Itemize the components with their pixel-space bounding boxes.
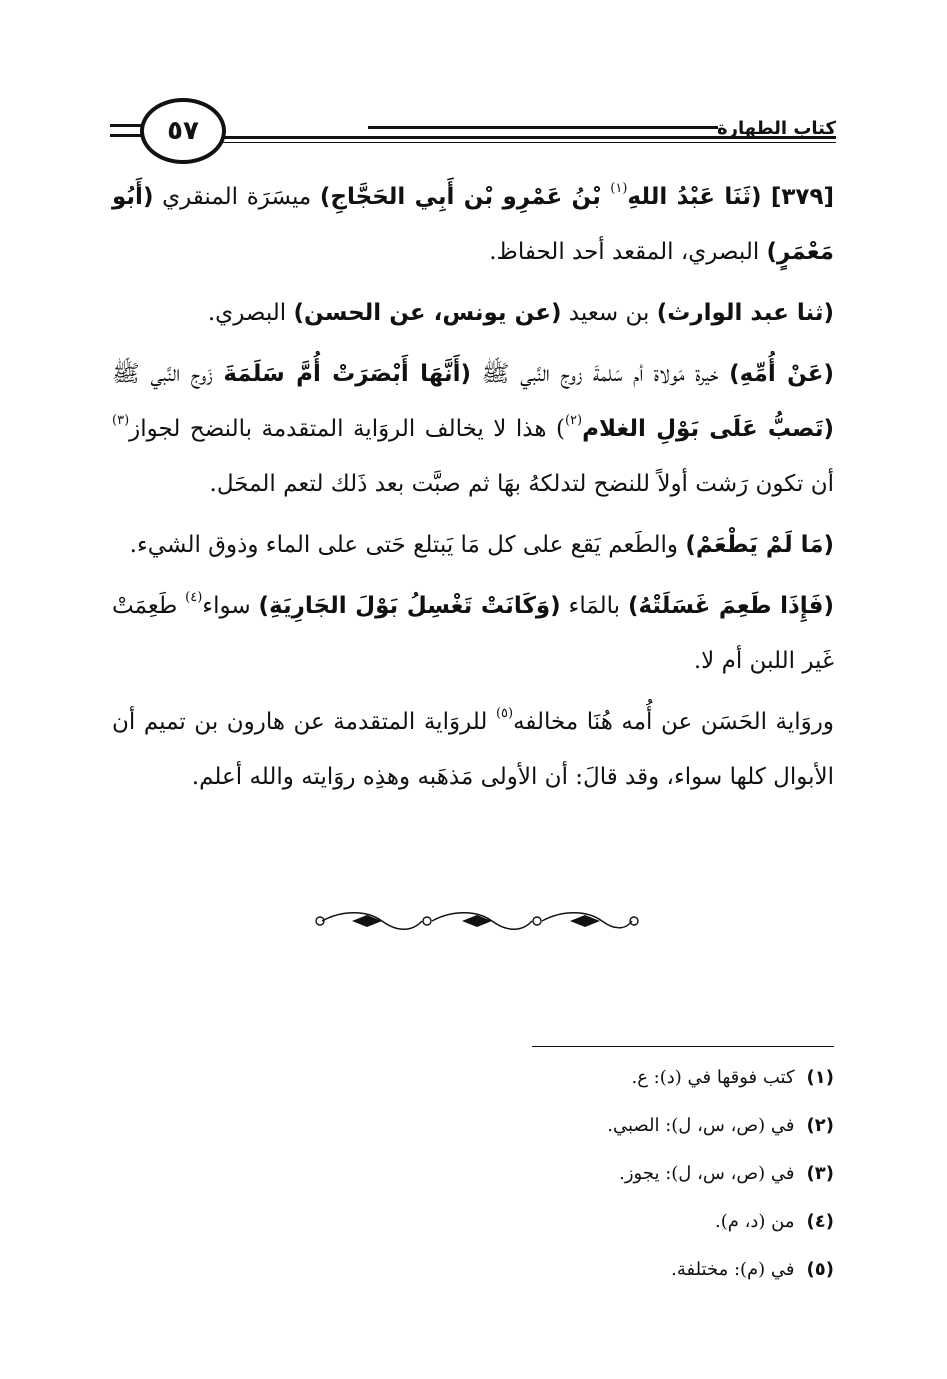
bold-text: [٣٧٩] (ثَنَا عَبْدُ اللهِ	[627, 184, 835, 210]
bold-text: (عن يونس، عن الحسن)	[293, 300, 562, 326]
bold-text: (عَنْ أُمِّهِ)	[729, 361, 835, 387]
paragraph	[112, 286, 834, 341]
bold-text: (وَكَانَتْ تَغْسِلُ بَوْلَ الجَارِيَةِ)	[258, 593, 561, 619]
page-number-badge	[140, 98, 226, 164]
footnote-separator	[532, 1046, 834, 1047]
text-run: زَوج النَّبي ﷺ	[112, 361, 224, 387]
footnote-text: كتب فوقها في (د): ع.	[631, 1067, 795, 1088]
page-number: ٥٧	[167, 116, 199, 146]
main-text	[112, 170, 834, 805]
footnote-marker: (٣)	[112, 413, 130, 428]
text-run: خيرة مَولاة أم سَلمةَ زوج النَّبي ﷺ	[471, 361, 730, 387]
footnote	[234, 1058, 834, 1106]
chapter-title: كتاب الطهارة	[716, 118, 836, 139]
paragraph	[112, 347, 834, 512]
footnote-text: في (ص، س، ل): يجوز.	[619, 1163, 795, 1184]
paragraph	[112, 518, 834, 573]
bold-text: (فَإِذَا طَعِمَ غَسَلَتْهُ)	[627, 593, 835, 619]
footnote-marker: (١)	[610, 181, 628, 196]
text-run: ) هذا لا يخالف الروَاية المتقدمة بالنضح لجواز	[129, 416, 565, 442]
bold-text: (أَنَّهَا أَبْصَرَتْ أُمَّ سَلَمَةَ	[223, 361, 471, 387]
page-header	[110, 96, 836, 166]
footnote	[234, 1154, 834, 1202]
text-run: سواء	[202, 593, 259, 619]
text-run: البصري.	[207, 300, 294, 326]
text-run: والطَعم يَقع على كل مَا يَبتلع حَتى على الماء وذوق الشيء.	[129, 532, 686, 558]
footnote-number: (٢)	[806, 1115, 834, 1136]
footnote-text: في (م): مختلفة.	[671, 1259, 795, 1280]
paragraph	[112, 170, 834, 280]
header-rule-right	[368, 126, 718, 129]
bold-text: (أَبُو مَعْمَرٍ)	[112, 184, 834, 265]
paragraph	[112, 579, 834, 689]
footnote	[234, 1202, 834, 1250]
bold-text: (ثنا عبد الوارث)	[656, 300, 834, 326]
bold-text: (تَصبُّ عَلَى بَوْلِ الغلام	[582, 416, 834, 442]
text-run: وروَاية الحَسَن عن أُمه هُنَا مخالفه	[513, 709, 834, 735]
footnote-text: في (ص، س، ل): الصبي.	[607, 1115, 795, 1136]
footnote-marker: (٢)	[564, 413, 583, 428]
text-run: ميسَرَة المنقري	[153, 184, 320, 210]
footnote-marker: (٤)	[185, 590, 203, 605]
footnote-number: (٥)	[806, 1259, 834, 1280]
footnote-number: (٣)	[806, 1163, 834, 1184]
text-run: البصري، المقعد أحد الحفاظ.	[489, 239, 767, 265]
footnote-marker: (٥)	[495, 706, 514, 721]
footnote-text: من (د، م).	[715, 1211, 795, 1232]
ornament-divider-icon	[312, 906, 642, 936]
footnote-number: (١)	[806, 1067, 834, 1088]
text-run: طَعِمَتْ غَير اللبن أم لا.	[112, 593, 834, 674]
bold-text: بْنُ عَمْرِو بْن أَبِي الحَجَّاجِ)	[319, 184, 611, 210]
footnote	[234, 1106, 834, 1154]
text-run: أن تكون رَشت أولاً للنضح لتدلكهُ بهَا ثم صبَّت بعد ذَلك لتعم المحَل.	[209, 471, 834, 497]
text-run: بالمَاء	[560, 593, 628, 619]
footnotes	[234, 1058, 834, 1298]
bold-text: (مَا لَمْ يَطْعَمْ)	[685, 532, 834, 558]
paragraph	[112, 695, 834, 805]
text-run: للروَاية المتقدمة عن هارون بن تميم أن الأبوال كلها سواء، وقد قالَ: أن الأولى مَذهَبه وهذِه روَايته والله أعلم.	[112, 709, 834, 790]
text-run: بن سعيد	[561, 300, 657, 326]
header-rule-thin	[210, 142, 836, 143]
footnote	[234, 1250, 834, 1298]
footnote-number: (٤)	[806, 1211, 834, 1232]
